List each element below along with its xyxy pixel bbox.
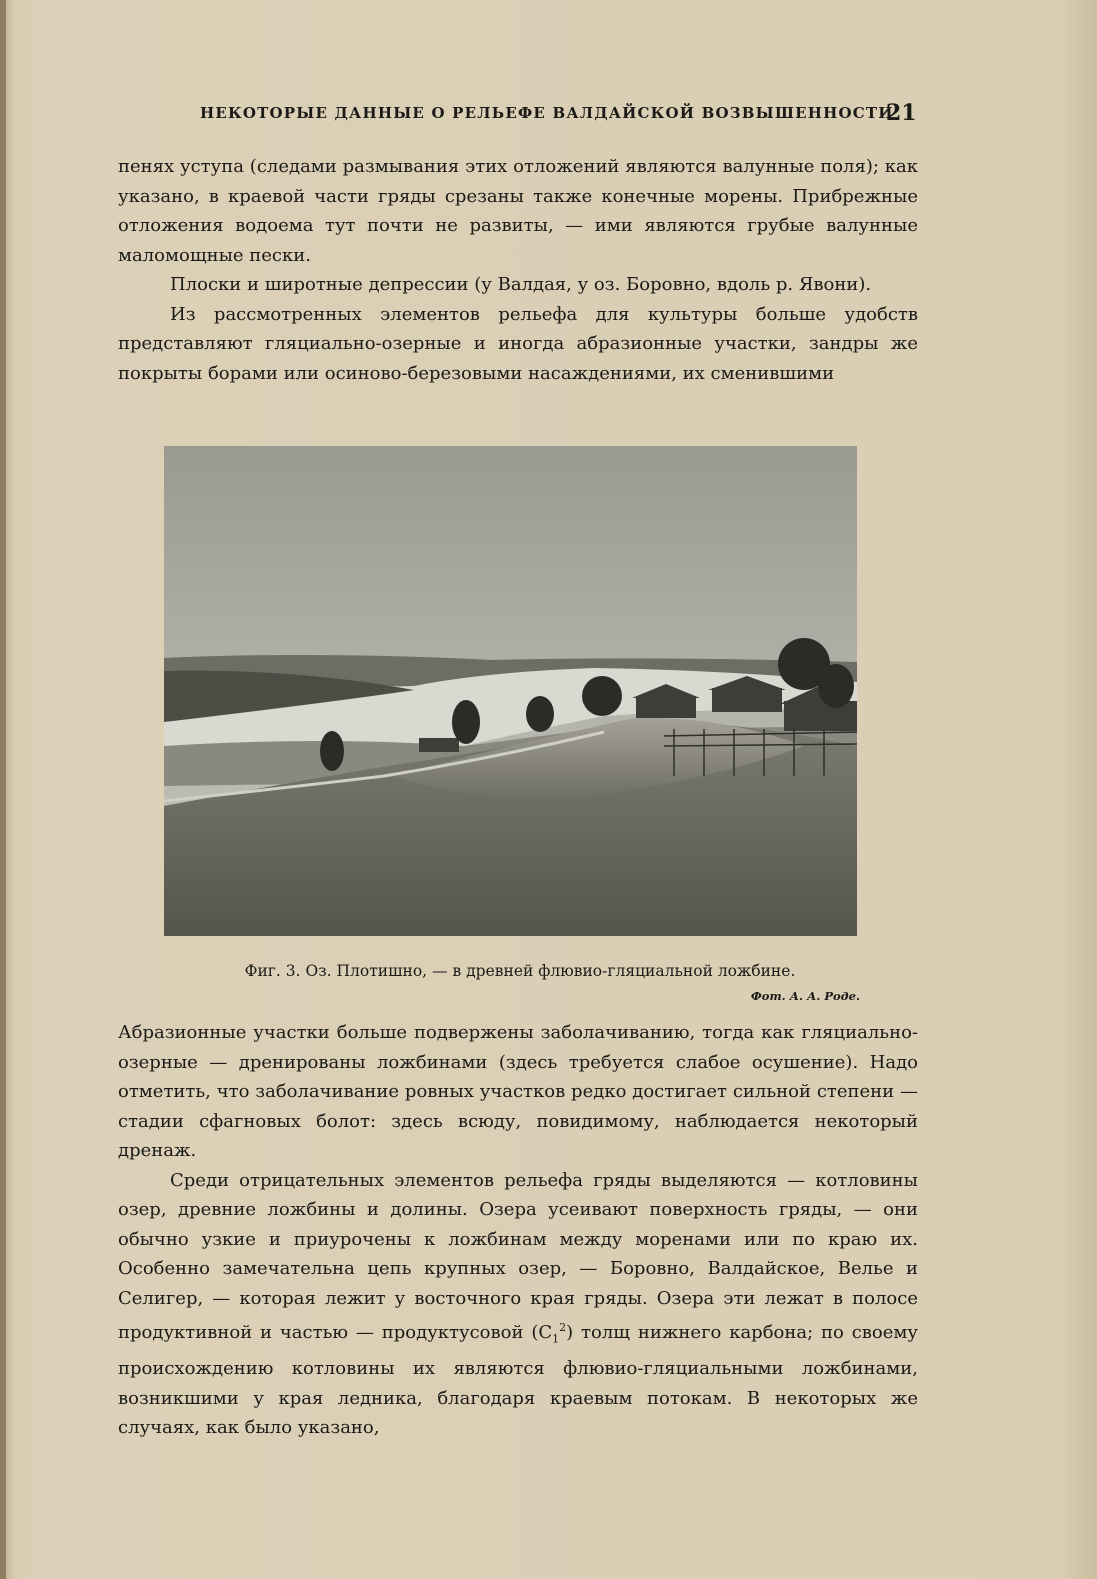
formula-base: C bbox=[538, 1322, 553, 1343]
page-binding-edge bbox=[0, 0, 6, 1579]
paragraph: Из рассмотренных элементов рельефа для культуры больше удобств представляют гляциально-озерные и иногда абразионные участки, зандры же покрыты борами или осиново-березовыми насаждениями, их сменившими bbox=[118, 303, 918, 384]
page-number: 21 bbox=[886, 100, 917, 126]
figure-caption: Фиг. 3. Оз. Плотишно, — в древней флювио-гляциальной ложбине. bbox=[244, 962, 796, 980]
body-text-top bbox=[118, 152, 918, 388]
landscape-photograph bbox=[164, 446, 857, 936]
paragraph: Абразионные участки больше подвержены заболачиванию, тогда как гляциально-озерные — дренированы ложбинами (здесь требуется слабое осушение). Надо отметить, что заболачивание ровных участков редко достигает сильной степени — стадии сфагновых болот: здесь всюду, повидимому, наблюдается некоторый дренаж. bbox=[118, 1022, 918, 1161]
formula-superscript: 2 bbox=[559, 1321, 567, 1334]
body-text-bottom bbox=[118, 1018, 918, 1443]
paragraph-text: Среди отрицательных элементов рельефа гряды выделяются — котловины озер, древние ложбины и долины. Озера усеивают поверхность гряды, — они обычно узкие и приурочены к ложбинам между моренами или по краю их. Особенно замечательна цепь крупных озер, — Боровно, Валдайское, Велье и Селигер, — которая лежит у восточного края гряды. Озера эти лежат в полосе продуктивной и частью — продуктусовой bbox=[118, 1169, 918, 1343]
photo-credit: Фот. А. А. Роде. bbox=[750, 989, 860, 1003]
formula-subscript: 1 bbox=[552, 1332, 560, 1346]
running-title: НЕКОТОРЫЕ ДАННЫЕ О РЕЛЬЕФЕ ВАЛДАЙСКОЙ ВОЗВЫШЕННОСТИ bbox=[200, 104, 894, 122]
paragraph: Плоски и широтные депрессии (у Валдая, у оз. Боровно, вдоль р. Явони). bbox=[170, 274, 872, 295]
photo-lake-plotishno bbox=[164, 446, 857, 936]
paragraph: пенях уступа (следами размывания этих отложений являются валунные поля); как указано, в краевой части гряды срезаны также конечные морены. Прибрежные отложения водоема тут почти не развиты, — ими являются грубые валунные маломощные пески. bbox=[118, 156, 918, 266]
paragraph-text: толщ нижнего карбона; по своему происхождению котловины их являются флювио-гляциальными ложбинами, возникшими у края ледника, благодаря краевым потокам. В некоторых же случаях, как было указано, bbox=[118, 1322, 919, 1439]
paragraph: Среди отрицательных элементов рельефа гряды выделяются — котловины озер, древние ложбины и долины. Озера усеивают поверхность гряды, — они обычно узкие и приурочены к ложбинам между моренами или по краю их. Особенно замечательна цепь крупных озер, — Боровно, Валдайское, Велье и Селигер, — которая лежит у восточного края гряды. Озера эти лежат в полосе продуктивной и частью — продуктусовой $(C_1^2)$ толщ нижнего карбона; по своему происхождению котловины их являются флювио-гляциальными ложбинами, возникшими у края ледника, благодаря краевым потокам. В некоторых же случаях, как было указано, bbox=[118, 1169, 919, 1439]
